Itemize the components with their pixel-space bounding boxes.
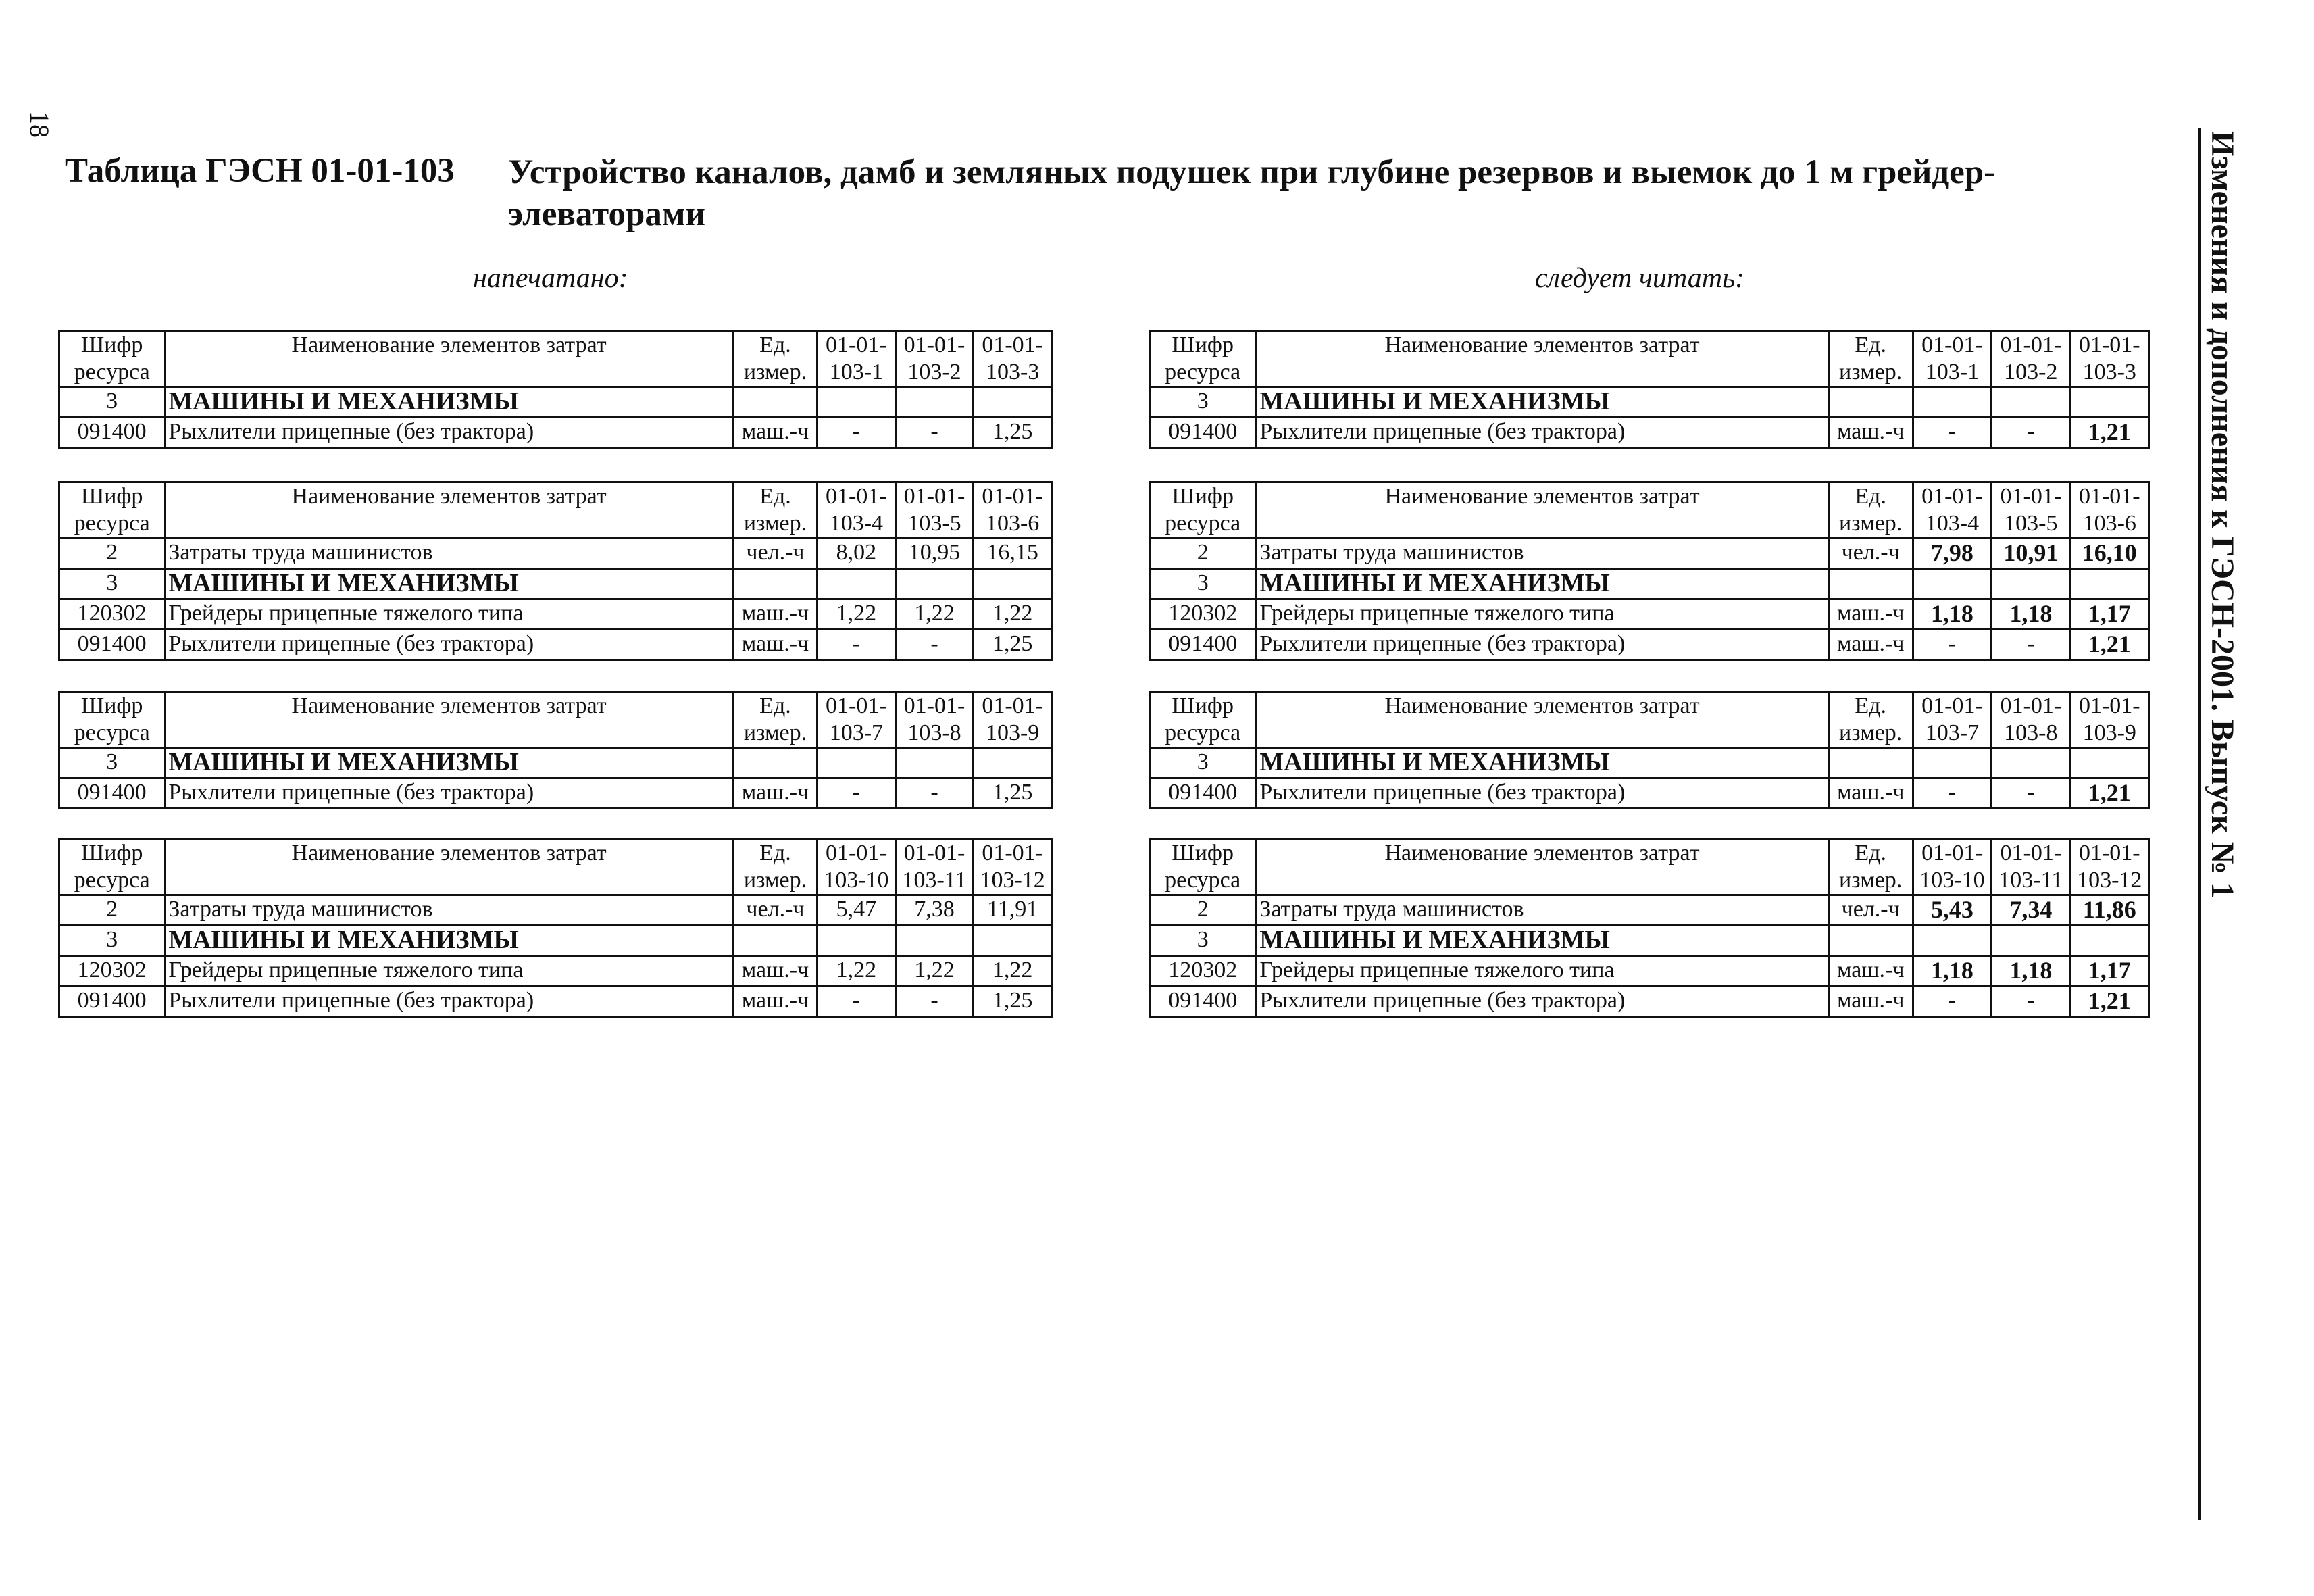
value-col-2: - xyxy=(895,987,974,1017)
header-code: Шифр ресурса xyxy=(59,839,165,895)
value-col-1: 7,98 xyxy=(1913,539,1991,569)
printed-table-4 xyxy=(58,838,1053,1018)
header-name: Наименование элементов затрат xyxy=(165,839,734,895)
value-col-1: 5,43 xyxy=(1913,895,1991,926)
header-col-3: 01-01-103-12 xyxy=(2070,839,2148,895)
resource-code: 2 xyxy=(59,895,165,926)
value-col-3 xyxy=(974,926,1052,956)
value-col-2 xyxy=(1992,926,2070,956)
value-col-3 xyxy=(2070,926,2148,956)
value-col-3 xyxy=(2070,569,2148,599)
value-col-3: 16,15 xyxy=(974,539,1052,569)
header-col-3: 01-01-103-6 xyxy=(974,482,1052,539)
value-col-3: 1,25 xyxy=(974,778,1052,809)
section-heading: МАШИНЫ И МЕХАНИЗМЫ xyxy=(165,387,734,418)
value-col-2: 7,34 xyxy=(1992,895,2070,926)
header-unit: Ед. измер. xyxy=(1828,482,1913,539)
resource-code: 120302 xyxy=(59,956,165,987)
unit xyxy=(733,387,817,418)
value-col-2 xyxy=(1992,387,2070,418)
table-row xyxy=(1150,987,2149,1017)
unit xyxy=(1828,748,1913,778)
value-col-2: 10,91 xyxy=(1992,539,2070,569)
value-col-1: 1,22 xyxy=(818,956,896,987)
resource-code: 3 xyxy=(59,926,165,956)
resource-code: 091400 xyxy=(1150,778,1256,809)
resource-code: 120302 xyxy=(1150,599,1256,630)
unit xyxy=(733,569,817,599)
value-col-3 xyxy=(974,748,1052,778)
table-row xyxy=(59,987,1052,1017)
resource-code: 2 xyxy=(59,539,165,569)
header-code: Шифр ресурса xyxy=(1150,692,1256,748)
header-name: Наименование элементов затрат xyxy=(1256,692,1828,748)
resource-code: 3 xyxy=(1150,926,1256,956)
value-col-1: - xyxy=(818,778,896,809)
value-col-3: 1,21 xyxy=(2070,987,2148,1017)
unit xyxy=(1828,926,1913,956)
header-code: Шифр ресурса xyxy=(1150,839,1256,895)
header-name: Наименование элементов затрат xyxy=(165,692,734,748)
value-col-3 xyxy=(974,387,1052,418)
value-col-3: 1,17 xyxy=(2070,956,2148,987)
header-unit: Ед. измер. xyxy=(1828,692,1913,748)
section-heading: МАШИНЫ И МЕХАНИЗМЫ xyxy=(1256,748,1828,778)
resource-code: 3 xyxy=(59,387,165,418)
unit: маш.-ч xyxy=(1828,630,1913,660)
resource-code: 3 xyxy=(1150,569,1256,599)
value-col-3 xyxy=(2070,387,2148,418)
corrected-table-2 xyxy=(1149,481,2150,661)
cost-element-name: Рыхлители прицепные (без трактора) xyxy=(165,418,734,448)
table-row xyxy=(1150,387,2149,418)
corrected-table-3 xyxy=(1149,691,2150,809)
value-col-3 xyxy=(974,569,1052,599)
table-row xyxy=(59,387,1052,418)
unit: маш.-ч xyxy=(1828,599,1913,630)
table-row xyxy=(59,956,1052,987)
value-col-1 xyxy=(1913,387,1991,418)
value-col-2: - xyxy=(895,630,974,660)
unit: чел.-ч xyxy=(1828,895,1913,926)
header-col-1: 01-01-103-4 xyxy=(1913,482,1991,539)
unit: чел.-ч xyxy=(1828,539,1913,569)
resource-code: 3 xyxy=(59,748,165,778)
header-col-2: 01-01-103-8 xyxy=(895,692,974,748)
resource-code: 2 xyxy=(1150,895,1256,926)
page-title: Устройство каналов, дамб и земляных подушек при глубине резервов и выемок до 1 м грейдер-элеваторами xyxy=(508,153,1996,233)
value-col-3 xyxy=(2070,748,2148,778)
table-row xyxy=(59,630,1052,660)
unit: маш.-ч xyxy=(1828,956,1913,987)
cost-element-name: Затраты труда машинистов xyxy=(1256,539,1828,569)
table-row xyxy=(1150,569,2149,599)
table-header-row xyxy=(59,692,1052,748)
table-row xyxy=(59,895,1052,926)
value-col-1: - xyxy=(1913,418,1991,448)
section-heading: МАШИНЫ И МЕХАНИЗМЫ xyxy=(1256,926,1828,956)
value-col-2 xyxy=(895,387,974,418)
resource-code: 3 xyxy=(1150,387,1256,418)
caption-printed: напечатано: xyxy=(473,263,628,294)
cost-element-name: Рыхлители прицепные (без трактора) xyxy=(165,987,734,1017)
header-unit: Ед. измер. xyxy=(1828,331,1913,387)
header-unit: Ед. измер. xyxy=(1828,839,1913,895)
value-col-2 xyxy=(895,569,974,599)
resource-code: 091400 xyxy=(1150,418,1256,448)
value-col-2: 1,18 xyxy=(1992,956,2070,987)
header-name: Наименование элементов затрат xyxy=(1256,482,1828,539)
value-col-2: 1,22 xyxy=(895,599,974,630)
unit: маш.-ч xyxy=(733,630,817,660)
unit xyxy=(1828,569,1913,599)
value-col-3: 1,21 xyxy=(2070,630,2148,660)
cost-element-name: Рыхлители прицепные (без трактора) xyxy=(165,630,734,660)
header-col-3: 01-01-103-9 xyxy=(2070,692,2148,748)
side-divider xyxy=(2198,128,2201,1520)
value-col-3: 1,21 xyxy=(2070,418,2148,448)
value-col-3: 1,21 xyxy=(2070,778,2148,809)
value-col-3: 1,22 xyxy=(974,599,1052,630)
value-col-1: 5,47 xyxy=(818,895,896,926)
unit xyxy=(733,926,817,956)
cost-element-name: Затраты труда машинистов xyxy=(165,539,734,569)
value-col-2: 1,22 xyxy=(895,956,974,987)
value-col-1: - xyxy=(818,630,896,660)
cost-element-name: Рыхлители прицепные (без трактора) xyxy=(1256,778,1828,809)
value-col-1 xyxy=(1913,569,1991,599)
header-col-2: 01-01-103-8 xyxy=(1992,692,2070,748)
table-row xyxy=(1150,630,2149,660)
table-row xyxy=(1150,926,2149,956)
table-header-row xyxy=(1150,482,2149,539)
value-col-3: 1,25 xyxy=(974,630,1052,660)
table-header-row xyxy=(59,331,1052,387)
header-col-3: 01-01-103-6 xyxy=(2070,482,2148,539)
resource-code: 091400 xyxy=(59,630,165,660)
header-col-2: 01-01-103-11 xyxy=(1992,839,2070,895)
header-code: Шифр ресурса xyxy=(59,331,165,387)
resource-code: 091400 xyxy=(1150,630,1256,660)
table-row xyxy=(1150,895,2149,926)
table-row xyxy=(59,926,1052,956)
table-row xyxy=(1150,778,2149,809)
resource-code: 120302 xyxy=(1150,956,1256,987)
value-col-2 xyxy=(1992,569,2070,599)
resource-code: 3 xyxy=(59,569,165,599)
caption-read: следует читать: xyxy=(1535,263,1745,294)
value-col-2: 1,18 xyxy=(1992,599,2070,630)
value-col-3: 1,25 xyxy=(974,418,1052,448)
cost-element-name: Грейдеры прицепные тяжелого типа xyxy=(1256,599,1828,630)
header-code: Шифр ресурса xyxy=(59,692,165,748)
section-heading: МАШИНЫ И МЕХАНИЗМЫ xyxy=(165,926,734,956)
value-col-1: 1,22 xyxy=(818,599,896,630)
value-col-2 xyxy=(895,748,974,778)
value-col-2 xyxy=(895,926,974,956)
side-title: Изменения и дополнения к ГЭСН-2001. Выпуск № 1 xyxy=(2205,131,2240,899)
header-col-1: 01-01-103-10 xyxy=(818,839,896,895)
unit: маш.-ч xyxy=(733,599,817,630)
unit xyxy=(1828,387,1913,418)
cost-element-name: Рыхлители прицепные (без трактора) xyxy=(1256,418,1828,448)
table-header-row xyxy=(1150,331,2149,387)
value-col-3: 11,86 xyxy=(2070,895,2148,926)
unit: чел.-ч xyxy=(733,539,817,569)
value-col-1: 8,02 xyxy=(818,539,896,569)
section-heading: МАШИНЫ И МЕХАНИЗМЫ xyxy=(1256,387,1828,418)
resource-code: 3 xyxy=(1150,748,1256,778)
resource-code: 091400 xyxy=(59,778,165,809)
header-code: Шифр ресурса xyxy=(59,482,165,539)
header-code: Шифр ресурса xyxy=(1150,482,1256,539)
value-col-1: - xyxy=(1913,630,1991,660)
header-col-1: 01-01-103-1 xyxy=(1913,331,1991,387)
cost-element-name: Грейдеры прицепные тяжелого типа xyxy=(165,956,734,987)
value-col-3: 11,91 xyxy=(974,895,1052,926)
value-col-3: 1,25 xyxy=(974,987,1052,1017)
value-col-2: - xyxy=(895,418,974,448)
table-row xyxy=(59,418,1052,448)
page-number: 18 xyxy=(24,111,55,138)
value-col-1: - xyxy=(1913,778,1991,809)
header-name: Наименование элементов затрат xyxy=(165,482,734,539)
header-col-1: 01-01-103-4 xyxy=(818,482,896,539)
table-header-row xyxy=(1150,692,2149,748)
header-name: Наименование элементов затрат xyxy=(1256,839,1828,895)
value-col-1: 1,18 xyxy=(1913,599,1991,630)
table-row xyxy=(59,748,1052,778)
value-col-2: - xyxy=(1992,630,2070,660)
header-unit: Ед. измер. xyxy=(733,839,817,895)
table-row xyxy=(1150,539,2149,569)
header-col-1: 01-01-103-1 xyxy=(818,331,896,387)
value-col-1 xyxy=(818,926,896,956)
cost-element-name: Затраты труда машинистов xyxy=(1256,895,1828,926)
header-col-1: 01-01-103-7 xyxy=(818,692,896,748)
value-col-2 xyxy=(1992,748,2070,778)
resource-code: 091400 xyxy=(1150,987,1256,1017)
value-col-3: 1,22 xyxy=(974,956,1052,987)
resource-code: 091400 xyxy=(59,418,165,448)
header-col-3: 01-01-103-9 xyxy=(974,692,1052,748)
header-col-2: 01-01-103-2 xyxy=(895,331,974,387)
value-col-2: - xyxy=(1992,418,2070,448)
printed-table-1 xyxy=(58,330,1053,449)
value-col-1: - xyxy=(818,418,896,448)
header-col-3: 01-01-103-3 xyxy=(2070,331,2148,387)
value-col-1 xyxy=(818,569,896,599)
header-col-1: 01-01-103-10 xyxy=(1913,839,1991,895)
table-header-row xyxy=(59,482,1052,539)
corrected-table-1 xyxy=(1149,330,2150,449)
table-header-row xyxy=(59,839,1052,895)
header-name: Наименование элементов затрат xyxy=(1256,331,1828,387)
value-col-2: - xyxy=(895,778,974,809)
unit xyxy=(733,748,817,778)
value-col-3: 16,10 xyxy=(2070,539,2148,569)
unit: маш.-ч xyxy=(733,987,817,1017)
value-col-2: 7,38 xyxy=(895,895,974,926)
printed-table-3 xyxy=(58,691,1053,809)
unit: маш.-ч xyxy=(1828,418,1913,448)
header-col-1: 01-01-103-7 xyxy=(1913,692,1991,748)
header-col-2: 01-01-103-11 xyxy=(895,839,974,895)
header-unit: Ед. измер. xyxy=(733,482,817,539)
unit: маш.-ч xyxy=(733,956,817,987)
resource-code: 2 xyxy=(1150,539,1256,569)
header-col-2: 01-01-103-2 xyxy=(1992,331,2070,387)
table-header-row xyxy=(1150,839,2149,895)
table-row xyxy=(1150,748,2149,778)
value-col-1 xyxy=(1913,926,1991,956)
header-code: Шифр ресурса xyxy=(1150,331,1256,387)
cost-element-name: Грейдеры прицепные тяжелого типа xyxy=(1256,956,1828,987)
value-col-1 xyxy=(818,748,896,778)
cost-element-name: Грейдеры прицепные тяжелого типа xyxy=(165,599,734,630)
table-row xyxy=(1150,599,2149,630)
unit: маш.-ч xyxy=(1828,778,1913,809)
header-col-2: 01-01-103-5 xyxy=(1992,482,2070,539)
header-col-3: 01-01-103-12 xyxy=(974,839,1052,895)
unit: маш.-ч xyxy=(1828,987,1913,1017)
header-unit: Ед. измер. xyxy=(733,331,817,387)
resource-code: 120302 xyxy=(59,599,165,630)
value-col-2: 10,95 xyxy=(895,539,974,569)
table-row xyxy=(59,599,1052,630)
value-col-1: 1,18 xyxy=(1913,956,1991,987)
header-col-3: 01-01-103-3 xyxy=(974,331,1052,387)
value-col-3: 1,17 xyxy=(2070,599,2148,630)
cost-element-name: Рыхлители прицепные (без трактора) xyxy=(165,778,734,809)
printed-table-2 xyxy=(58,481,1053,661)
unit: чел.-ч xyxy=(733,895,817,926)
value-col-1 xyxy=(1913,748,1991,778)
unit: маш.-ч xyxy=(733,418,817,448)
table-label: Таблица ГЭСН 01-01-103 xyxy=(65,152,455,190)
corrected-table-4 xyxy=(1149,838,2150,1018)
resource-code: 091400 xyxy=(59,987,165,1017)
table-row xyxy=(59,539,1052,569)
section-heading: МАШИНЫ И МЕХАНИЗМЫ xyxy=(1256,569,1828,599)
value-col-1: - xyxy=(818,987,896,1017)
value-col-1 xyxy=(818,387,896,418)
cost-element-name: Рыхлители прицепные (без трактора) xyxy=(1256,630,1828,660)
table-row xyxy=(59,569,1052,599)
cost-element-name: Рыхлители прицепные (без трактора) xyxy=(1256,987,1828,1017)
value-col-1: - xyxy=(1913,987,1991,1017)
value-col-2: - xyxy=(1992,987,2070,1017)
header-unit: Ед. измер. xyxy=(733,692,817,748)
header-name: Наименование элементов затрат xyxy=(165,331,734,387)
section-heading: МАШИНЫ И МЕХАНИЗМЫ xyxy=(165,569,734,599)
unit: маш.-ч xyxy=(733,778,817,809)
table-row xyxy=(59,778,1052,809)
table-row xyxy=(1150,956,2149,987)
section-heading: МАШИНЫ И МЕХАНИЗМЫ xyxy=(165,748,734,778)
header-col-2: 01-01-103-5 xyxy=(895,482,974,539)
cost-element-name: Затраты труда машинистов xyxy=(165,895,734,926)
value-col-2: - xyxy=(1992,778,2070,809)
table-row xyxy=(1150,418,2149,448)
